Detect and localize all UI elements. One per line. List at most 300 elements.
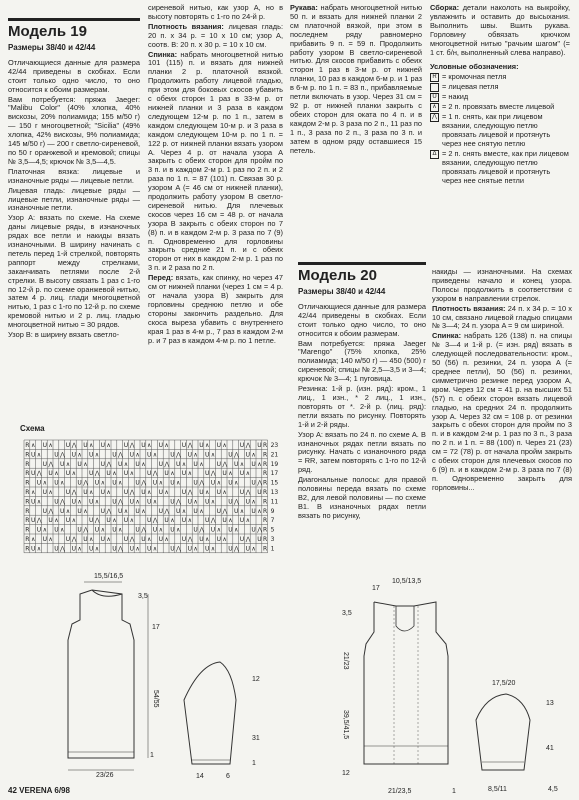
chart-row-number: 13	[270, 489, 279, 496]
m20-sleeve-len: 41	[546, 745, 554, 752]
knitting-chart	[18, 436, 286, 568]
chart-symbol: U	[54, 545, 59, 553]
legend-item: ⋀ = 1 п. снять, как при лицевом вязании, следующую петлю провязать лицевой и протянуть через нее снятую петлю	[430, 113, 570, 149]
chart-symbol: ∧	[199, 460, 204, 468]
chart-symbol: ∧	[164, 442, 169, 449]
chart-symbol: U	[216, 460, 222, 468]
chart-row-number: 7	[270, 517, 275, 525]
model19-stockinette: Лицевая гладь: лицевые ряды — лицевые петли, изнаночные ряды — изнаночные петли.	[8, 185, 140, 213]
chart-symbol: U	[251, 526, 256, 534]
chart-symbol: U	[60, 460, 65, 468]
chart-symbol: U	[65, 442, 71, 449]
chart-symbol: ∧	[216, 526, 222, 534]
model20-back: набрать 126 (138) п. на спицы № 3—4 и 1-й р. (= изн. ряд) вязать в следующей последовательности: кром., 50 (56) п. резинки, 24 п. узора A (= среднее петли), 50 (56) п. резинки, симметрично резинке перед узором A, кром. Через 12 см = 41 р. на высших 51 (57) п. с обеих сторон вязать лицевой гладью, на средних 24 п. продолжить узор A. Через 32 см = 108 р. от резинки закрыть с обеих сторон для пройм по 3 п. и в каждом 2-м р. 1 раз по 3 п., 3 раза по 2 п. и 1 п. = 88 (100) п. Через 21 (23) см = 72 (78) р. от начала пройм закрыть с обеих сторон для плечевых скосов по 6 (9) п. и в каждом 2-м р. 3 раза по 7 (8) п. Одновременно закрыть для горловины...	[432, 331, 572, 492]
model20-column-2	[432, 268, 572, 494]
chart-symbol: U	[239, 470, 245, 478]
chart-symbol: ∧	[94, 545, 100, 553]
chart-symbol: U	[42, 442, 48, 449]
chart-symbol: ∧	[234, 479, 239, 487]
chart-symbol: ⋀	[152, 517, 158, 525]
chart-symbol: ∧	[83, 460, 88, 468]
chart-symbol: ∧	[193, 498, 198, 506]
chart-symbol: ∧	[135, 451, 140, 459]
chart-symbol: ⋀	[60, 498, 65, 506]
chart-symbol: U	[147, 517, 152, 525]
chart-symbol: R	[25, 460, 30, 468]
chart-symbol: U	[222, 517, 227, 525]
chart-symbol: ∧	[100, 526, 106, 534]
chart-symbol: ∧	[257, 507, 262, 515]
chart-symbol: ∧	[234, 526, 239, 534]
m20-sleeve-top: 13	[546, 700, 554, 707]
m19-sleeve-width: 14	[196, 773, 204, 780]
chart-row-number: 11	[270, 498, 279, 506]
k2tog-icon: ∧	[430, 103, 439, 112]
chart-symbol: ∧	[164, 489, 169, 496]
chart-symbol: ∧	[158, 526, 164, 534]
chart-symbol: R	[263, 451, 268, 459]
chart-symbol: U	[199, 489, 204, 496]
chart-row-number: 23	[270, 442, 279, 449]
model19-density-heading: Плотность вязания:	[148, 21, 224, 31]
chart-symbol: ∧	[181, 507, 187, 515]
chart-symbol: ⋀	[187, 536, 193, 543]
chart-symbol: ∧	[152, 545, 158, 553]
chart-symbol: U	[54, 526, 59, 534]
chart-symbol: U	[106, 470, 111, 478]
m20-dim-rib: 12	[342, 770, 350, 777]
m19-dim-armhole: 17	[152, 624, 160, 631]
chart-symbol: U	[77, 479, 82, 487]
chart-symbol: U	[31, 498, 36, 506]
chart-symbol: ⋀	[245, 536, 251, 543]
chart-symbol: ∧	[176, 526, 181, 534]
chart-symbol: U	[239, 536, 245, 543]
chart-symbol: ⋀	[71, 442, 77, 449]
chart-symbol: U	[106, 517, 111, 525]
chart-symbol: ⋀	[176, 451, 181, 459]
m20-sleeve-bottom: 8,5/11	[488, 786, 507, 793]
chart-symbol: R	[25, 479, 30, 487]
chart-symbol: ∧	[129, 517, 135, 525]
chart-symbol: ⋀	[141, 479, 147, 487]
chart-symbol: U	[251, 507, 256, 515]
chart-symbol: U	[129, 545, 135, 553]
chart-symbol: U	[152, 479, 158, 487]
chart-symbol: U	[89, 545, 94, 553]
chart-symbol: U	[42, 489, 48, 496]
chart-symbol: U	[205, 451, 210, 459]
chart-symbol: ∧	[187, 470, 193, 478]
chart-symbol: ⋀	[118, 545, 123, 553]
chart-symbol: ∧	[170, 470, 175, 478]
chart-symbol: U	[89, 470, 94, 478]
chart-symbol: ⋀	[48, 460, 54, 468]
chart-symbol: U	[181, 442, 187, 449]
chart-symbol: ∧	[71, 470, 77, 478]
chart-symbol: U	[31, 451, 36, 459]
chart-symbol: U	[158, 536, 164, 543]
chart-symbol: ⋀	[83, 526, 89, 534]
chart-symbol: ⋀	[83, 479, 89, 487]
chart-symbol: U	[123, 489, 129, 496]
chart-symbol: ∧	[245, 517, 251, 525]
chart-symbol: U	[234, 507, 239, 515]
chart-symbol: ∧	[123, 507, 129, 515]
chart-symbol: ⋀	[60, 451, 65, 459]
chart-symbol: R	[263, 470, 268, 478]
chart-symbol: R	[263, 498, 268, 506]
chart-symbol: R	[263, 526, 268, 534]
chart-symbol: ∧	[31, 536, 36, 543]
chart-symbol: U	[228, 498, 233, 506]
chart-symbol: ∧	[60, 479, 65, 487]
chart-symbol: ∧	[257, 460, 262, 468]
chart-symbol: U	[141, 536, 146, 543]
chart-symbol: ∧	[251, 545, 256, 553]
chart-symbol: U	[100, 460, 106, 468]
model20-diagonal: Диагональные полосы: для правой половины переда вязать по схеме B2, для левой половины — по схеме B1. В изнаночных рядах петли вязать по рисунку,	[298, 475, 426, 520]
chart-symbol: ⋀	[106, 507, 112, 515]
chart-symbol: U	[54, 498, 59, 506]
chart-symbol: ∧	[187, 517, 193, 525]
chart-symbol: U	[100, 442, 106, 449]
model19-sleeve-schematic	[180, 660, 250, 780]
model19-back: набрать многоцветной нитью 101 (115) п. и вязать для нижней планки 2 р. платочной вязкой. Продолжить работу лицевой гладью, при этом для боковых скосов убавить с обеих сторон 1 раз в 33-м р. от нижней планки и 3 раза в каждом следующем 12-м р. по 1 п., затем в каждом следующем 10-м р. и 3 раза в каждом следующем 10-м р. по 1 п. = 122 р. от нижней планки вязать узором A. Через 4 р. от начала узора A закрыть с обеих сторон для пройм по 3 п. и в каждом 2-м р. 1 раз по 2 п. и 2 раза по 1 п. = 87 (101) п. Связав 30 р. узором A (= 46 см от нижней планки), продолжить работу узором B светло-сиреневой нитью. Для плечевых скосов через 16 см = 48 р. от начала узора B закрыть с обеих сторон по 7 (8) п. и в каждом 2-м р. 3 раза по 7 (9) п. Одновременно для горловины закрыть средние 21 п. и с обеих сторон от них в каждом 2-м р. 1 раз по 3 п. и 2 раза по 2 п.	[148, 49, 283, 273]
model20-materials: Вам потребуется: пряжа Jaeger "Marengo" (75% хлопка, 25% полиамида; 140 м/50 г) — 450 (500) г сиреневой; спицы № 2,5—3,5 и 3—4; крючок № 3—4; 1 пуговица.	[298, 338, 426, 384]
model20-sizes: Размеры 38/40 и 42/44	[298, 287, 386, 296]
chart-symbol: U	[210, 526, 216, 534]
model19-density: лицевая гладь: 20 п. х 34 р. = 10 х 10 см; узор A, соотв. B: 20 п. х 30 р. = 10 х 10 см.	[148, 21, 283, 49]
chart-symbol: U	[123, 517, 129, 525]
chart-symbol: U	[60, 507, 65, 515]
chart-symbol: U	[112, 451, 117, 459]
chart-symbol: U	[89, 517, 94, 525]
chart-symbol: ∧	[118, 526, 123, 534]
chart-symbol: U	[112, 479, 117, 487]
chart-symbol: U	[216, 489, 222, 496]
chart-symbol: U	[158, 489, 164, 496]
model20-back-schematic	[356, 596, 456, 776]
m19-dim-length: 54/55	[152, 690, 159, 708]
chart-symbol: U	[158, 507, 164, 515]
chart-symbol: ∧	[239, 460, 245, 468]
chart-symbol: ∧	[152, 451, 158, 459]
chart-symbol: ⋀	[152, 470, 158, 478]
model20-back-heading: Спинка:	[432, 331, 462, 341]
chart-symbol: U	[135, 526, 140, 534]
chart-symbol: R	[25, 526, 30, 534]
double-dec-icon: Δ	[430, 150, 439, 159]
chart-symbol: ∧	[251, 451, 256, 459]
chart-symbol: U	[112, 498, 117, 506]
chart-symbol: U	[199, 442, 204, 449]
chart-symbol: U	[71, 451, 77, 459]
chart-symbol: ∧	[228, 517, 233, 525]
chart-symbol: ⋀	[222, 507, 228, 515]
model20-title: Модель 20	[298, 262, 426, 285]
chart-symbol: U	[181, 517, 187, 525]
chart-symbol: U	[77, 507, 82, 515]
chart-symbol: U	[193, 460, 198, 468]
model19-sleeves-heading: Рукава:	[290, 3, 318, 12]
chart-symbol: U	[257, 536, 262, 543]
model19-pattern-a: Узор A: вязать по схеме. На схеме даны лицевые ряды, в изнаночных рядах все петли и накиды вязать изнаночными. В ширину начинать с петель перед 1-й стрелкой, повторять раппорт между стрелками, заканчивать петлями после 2-й стрелки. В высоту связать 1 раз с 1-го по 12-й р. по схеме оранжевой нитью, затем 4 р. лиц. глади многоцветной нитью, 1 раз с 1-го по 12-й р. по схеме кремовой нитью и 2 р. лиц. гладью многоцветной нитью = 30 рядов.	[8, 213, 140, 330]
m20-dim-edge: 1	[452, 788, 456, 795]
chart-symbol: U	[71, 498, 77, 506]
chart-symbol: ⋀	[176, 545, 181, 553]
model20-density-heading: Плотность вязания:	[432, 303, 506, 313]
chart-symbol: U	[65, 489, 71, 496]
model20-pattern-a: Узор A: вязать по 24 п. по схеме A. В изнаночных рядах петли вязать по рисунку. Начать с изнаночного ряда = RR, затем повторять с 1-го по 12-й ряд.	[298, 429, 426, 475]
model19-sleeves: набрать многоцветной нитью 50 п. и вязать для нижней планки 2 см платочной вязкой, при этом в последнем ряду равномерно прибавить 9 п. = 59 п. Продолжить работу узором B светло-сиреневой нитью. Для скосов прибавить с обеих сторон 1 раз в 3-м р. от нижней планки, 10 раз в каждом 6-м р. и 1 раз в 6-м р. по 1 п. = 83 п., прибавляемые петли включать в узор. Через 31 см = 92 р. от нижней планки закрыть с обеих сторон для оката по 4 п. и в каждом 2-м р. 3 раза по 2 п., 11 раз по 1 п., 3 раза по 2 п., 3 раза по 3 п. и затем в одном ряду оставшиеся 15 петель.	[290, 3, 422, 155]
chart-symbol: ∧	[106, 442, 111, 449]
chart-symbol: U	[170, 498, 175, 506]
chart-symbol: ∧	[251, 498, 256, 506]
chart-symbol: ⋀	[129, 536, 135, 543]
chart-symbol: ∧	[135, 545, 140, 553]
m20-dim-top: 17	[372, 585, 380, 592]
chart-symbol: U	[170, 451, 175, 459]
chart-symbol: ∧	[181, 460, 187, 468]
chart-symbol: U	[147, 470, 152, 478]
chart-symbol: ∧	[36, 451, 42, 459]
chart-symbol: R	[263, 536, 268, 543]
chart-symbol: U	[65, 536, 71, 543]
chart-symbol: U	[222, 470, 227, 478]
chart-symbol: ∧	[94, 451, 100, 459]
chart-symbol: ⋀	[245, 489, 251, 496]
chart-symbol: ⋀	[164, 507, 170, 515]
chart-symbol: U	[245, 545, 251, 553]
chart-symbol: ∧	[228, 470, 233, 478]
chart-symbol: ⋀	[129, 489, 135, 496]
m20-dim-bottom: 21/23,5	[388, 788, 412, 795]
m20-dim-neck: 10,5/13,5	[392, 578, 422, 585]
chart-symbol: ⋀	[210, 517, 216, 525]
chart-symbol: ∧	[77, 451, 82, 459]
chart-symbol: U	[36, 479, 42, 487]
chart-symbol: ∧	[147, 536, 152, 543]
chart-symbol: U	[147, 498, 152, 506]
chart-symbol: U	[65, 517, 71, 525]
scheme-label: Схема	[20, 424, 45, 433]
chart-symbol: ∧	[147, 442, 152, 449]
chart-symbol: U	[158, 460, 164, 468]
chart-symbol: ∧	[245, 470, 251, 478]
chart-symbol: U	[31, 470, 36, 478]
chart-symbol: ∧	[31, 489, 36, 496]
chart-symbol: U	[216, 536, 222, 543]
chart-symbol: ∧	[123, 460, 129, 468]
chart-symbol: ⋀	[245, 442, 251, 449]
chart-symbol: ∧	[42, 479, 48, 487]
chart-symbol: U	[239, 489, 245, 496]
chart-symbol: U	[205, 517, 210, 525]
chart-symbol: R	[25, 442, 30, 449]
model19-assembly: детали наколоть на выкройку, увлажнить и оставить до высыхания. Выполнить швы. Вшить рукава. Горловину обвязать крючком многоцветной нитью "рачьим шагом" (= 1 ст. б/н, выполненный слева направо).	[430, 3, 570, 57]
chart-symbol: U	[187, 498, 193, 506]
model19-pattern-b: Узор B: в ширину вязать светло-	[8, 330, 120, 340]
model20-column-1	[298, 262, 426, 522]
chart-symbol: R	[25, 536, 30, 543]
chart-symbol: ∧	[48, 536, 53, 543]
chart-symbol: ∧	[77, 498, 82, 506]
chart-symbol: U	[187, 451, 193, 459]
legend-item: = лицевая петля	[430, 83, 570, 92]
chart-symbol: U	[42, 536, 48, 543]
chart-symbol: ∧	[170, 517, 175, 525]
chart-symbol: ⋀	[187, 442, 193, 449]
chart-symbol: U	[89, 498, 94, 506]
chart-symbol: ⋀	[187, 489, 193, 496]
page-footer: 42 VERENA 6/98	[8, 786, 70, 795]
chart-symbol: U	[164, 517, 169, 525]
chart-symbol: ⋀	[48, 507, 54, 515]
chart-symbol: U	[100, 536, 106, 543]
chart-symbol: ∧	[193, 545, 198, 553]
chart-symbol: U	[193, 507, 198, 515]
m19-sleeve-len: 31	[252, 735, 260, 742]
chart-symbol: U	[216, 507, 222, 515]
model19-back-schematic	[62, 580, 172, 780]
chart-symbol: ⋀	[118, 498, 123, 506]
chart-symbol: ⋀	[141, 526, 147, 534]
model19-back-heading: Спинка:	[148, 49, 178, 59]
chart-symbol: R	[263, 517, 268, 525]
m19-sleeve-cuff: 1	[252, 760, 256, 767]
chart-symbol: R	[263, 442, 268, 449]
chart-symbol: U	[228, 545, 233, 553]
chart-symbol: ∧	[77, 545, 82, 553]
legend-item: R = кромочная петля	[430, 73, 570, 82]
chart-symbol: ∧	[89, 536, 94, 543]
chart-symbol: U	[129, 451, 135, 459]
chart-symbol: ⋀	[234, 545, 239, 553]
chart-symbol: U	[228, 451, 233, 459]
chart-symbol: ∧	[83, 507, 88, 515]
chart-symbol: ∧	[222, 536, 227, 543]
model19-column-3	[290, 4, 422, 156]
chart-row-number: 21	[270, 451, 279, 459]
model19-title: Модель 19	[8, 18, 140, 41]
chart-symbol: U	[193, 479, 198, 487]
chart-symbol: R	[263, 489, 268, 496]
chart-symbol: ∧	[199, 507, 204, 515]
chart-symbol: R	[25, 545, 30, 553]
chart-symbol: ∧	[42, 526, 48, 534]
chart-symbol: R	[25, 489, 30, 496]
chart-symbol: U	[257, 442, 262, 449]
m19-sleeve-bottom: 6	[226, 773, 230, 780]
chart-symbol: U	[228, 526, 233, 534]
chart-symbol: ∧	[112, 517, 117, 525]
chart-symbol: U	[42, 460, 48, 468]
model19-front-heading: Перед:	[148, 273, 174, 283]
chart-symbol: ∧	[141, 507, 146, 515]
chart-symbol: U	[123, 536, 129, 543]
chart-symbol: U	[48, 470, 53, 478]
chart-symbol: ∧	[147, 489, 152, 496]
chart-symbol: ∧	[152, 498, 158, 506]
model19-front: вязать, как спинку, но через 47 см от нижней планки (через 1 см = 4 р. от начала узора B) закрыть для горловины среднюю петлю и обе стороны закончить раздельно. Для скоса выреза убавить с внутреннего края 1 раз в 4-м р., 7 раз в каждом 2-м р. и 7 раз в каждом 4-м р. по 1 петле.	[148, 273, 283, 345]
chart-symbol: ⋀	[210, 470, 216, 478]
chart-symbol: R	[263, 545, 268, 553]
chart-symbol: U	[42, 507, 48, 515]
chart-symbol: ⋀	[257, 526, 263, 534]
chart-symbol: ∧	[112, 470, 117, 478]
model20-cont: накиды — изнаночными. На схемах приведены начало и конец узора. Полосы продолжить в соответствии с узором в направлении стрелок.	[432, 267, 572, 303]
chart-symbol: U	[239, 442, 245, 449]
m19-dim-bottom: 23/26	[96, 772, 114, 779]
chart-row-number: 3	[270, 536, 275, 543]
chart-symbol: U	[48, 517, 53, 525]
chart-symbol: ∧	[54, 517, 59, 525]
legend-item: U = накид	[430, 93, 570, 102]
chart-symbol: U	[100, 507, 106, 515]
ssk-icon: ⋀	[430, 113, 439, 122]
chart-symbol: ∧	[36, 545, 42, 553]
chart-symbol: ⋀	[234, 498, 239, 506]
chart-symbol: ⋀	[118, 451, 123, 459]
chart-symbol: ∧	[48, 489, 53, 496]
chart-symbol: ∧	[65, 460, 71, 468]
chart-symbol: ⋀	[257, 479, 263, 487]
chart-symbol: U	[54, 451, 59, 459]
chart-symbol: ⋀	[60, 545, 65, 553]
model20-intro: Отличающиеся данные для размера 42/44 приведены в скобках. Если стоит только одно число, то оно относится к обоим размерам.	[298, 301, 426, 338]
chart-symbol: ∧	[89, 489, 94, 496]
chart-symbol: U	[152, 526, 158, 534]
chart-symbol: U	[54, 479, 59, 487]
chart-symbol: U	[170, 526, 175, 534]
chart-symbol: U	[176, 460, 181, 468]
chart-symbol: ∧	[106, 536, 111, 543]
chart-symbol: ∧	[94, 498, 100, 506]
chart-symbol: U	[251, 460, 256, 468]
chart-symbol: ⋀	[176, 498, 181, 506]
chart-symbol: U	[251, 479, 256, 487]
m20-dim-shoulder: 3,5	[342, 610, 352, 617]
chart-symbol: U	[71, 545, 77, 553]
chart-symbol: ⋀	[106, 460, 112, 468]
chart-symbol: U	[245, 498, 251, 506]
m19-dim-shoulder: 3,5	[138, 593, 148, 600]
chart-symbol: U	[31, 517, 36, 525]
knit-stitch-icon	[430, 83, 439, 92]
chart-symbol: U	[118, 507, 123, 515]
chart-symbol: U	[245, 451, 251, 459]
chart-symbol: U	[205, 498, 210, 506]
model19-materials: Вам потребуется: пряжа Jaeger: "Malibu Color" (40% хлопка, 40% вискозы, 20% полиамида; 155 м/50 г) — 150 г многоцветной; "Sicilia" (49% хлопка, 42% вискозы, 9% полиамида; 145 м/50 г) — 200 г светло-сиреневой, по 50 г оранжевой и кремовой; спицы № 3,5—4,5; крючок № 3,5—4,5.	[8, 94, 140, 166]
chart-symbol: ∧	[205, 536, 210, 543]
chart-symbol: ∧	[210, 451, 216, 459]
chart-symbol: ⋀	[199, 479, 205, 487]
chart-symbol: U	[89, 451, 94, 459]
chart-row-number: 15	[270, 479, 279, 487]
chart-symbol: ∧	[210, 498, 216, 506]
chart-symbol: U	[123, 442, 129, 449]
m19-dim-top: 15,5/16,5	[94, 573, 124, 580]
model20-rib: Резинка: 1-й р. (изн. ряд): кром., 1 лиц., 1 изн., * 2 лиц., 1 изн., повторять от *. 2-й р. (лиц. ряд): петли вязать по рисунку. Повторять 1-й и 2-й ряды.	[298, 384, 426, 429]
chart-symbol: U	[94, 479, 100, 487]
chart-symbol: U	[176, 507, 181, 515]
chart-symbol: U	[129, 498, 135, 506]
chart-symbol: U	[181, 536, 187, 543]
chart-symbol: ∧	[205, 489, 210, 496]
chart-symbol: ∧	[71, 517, 77, 525]
model19-assembly-heading: Сборка:	[430, 3, 460, 12]
